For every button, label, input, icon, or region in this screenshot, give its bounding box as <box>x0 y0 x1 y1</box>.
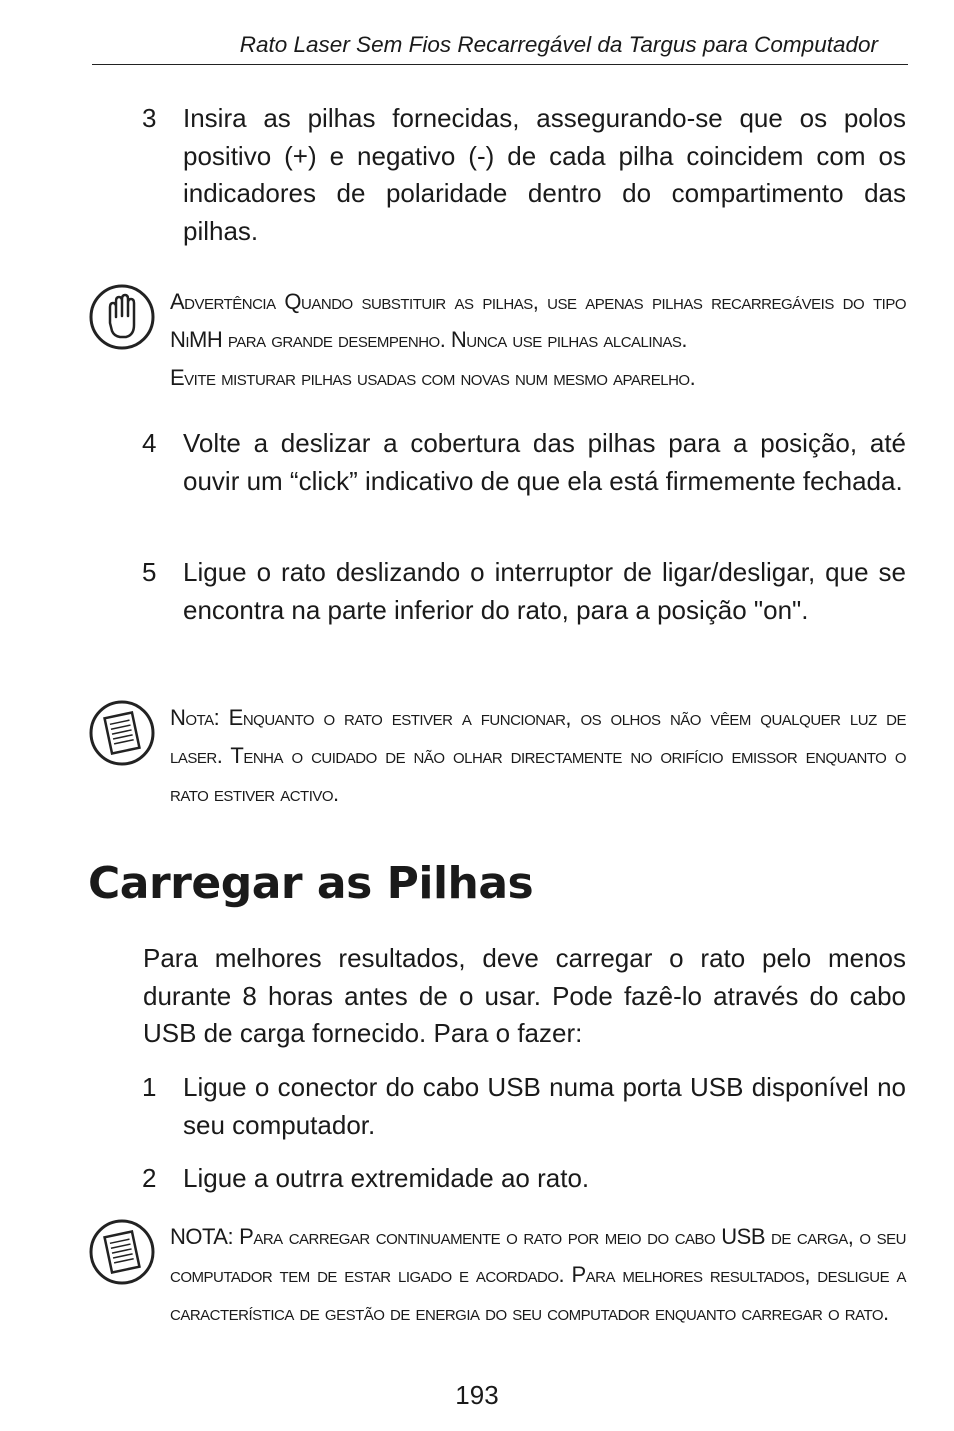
warning-body: Quando substituir as pilhas, use apenas pilhas recarregáveis do tipo NiMH para grande desempenho. Nunca use pilhas alcalinas. <box>170 289 906 352</box>
step-3 <box>142 100 906 250</box>
note-body: Para carregar continuamente o rato por meio do cabo USB de carga, o seu computador tem de estar ligado e acordado. Para melhores resultados, desligue a característica de gestão de energia do seu computador enquanto carregar o rato. <box>170 1224 906 1325</box>
step-number: 5 <box>142 557 157 587</box>
step-4 <box>142 425 906 500</box>
step-text: Ligue a outrra extremidade ao rato. <box>183 1163 590 1193</box>
step-number: 2 <box>142 1163 157 1193</box>
step-2 <box>142 1160 906 1198</box>
step-number: 4 <box>142 428 157 458</box>
warning-text <box>170 283 906 397</box>
note-text <box>170 1218 906 1332</box>
warning-label: Advertência <box>170 289 276 314</box>
note-label: Nota: <box>170 705 220 730</box>
running-header <box>92 28 908 65</box>
step-text: Volte a deslizar a cobertura das pilhas para a posição, até ouvir um “click” indicativo de que ela está firmemente fechada. <box>183 428 906 496</box>
step-1 <box>142 1069 906 1144</box>
step-number: 1 <box>142 1072 157 1102</box>
page-number: 193 <box>455 1380 499 1410</box>
step-text: Insira as pilhas fornecidas, assegurando-se que os polos positivo (+) e negativo (-) de cada pilha coincidem com os indicadores de polaridade dentro do compartimento das pilhas. <box>183 103 906 246</box>
note-label: NOTA: <box>170 1224 234 1249</box>
note-body: Enquanto o rato estiver a funcionar, os olhos não vêem qualquer luz de laser. Tenha o cuidado de não olhar directamente no orifício emissor enquanto o rato estiver activo. <box>170 705 906 806</box>
note-block-laser <box>88 699 906 813</box>
step-text: Ligue o rato deslizando o interruptor de ligar/desligar, que se encontra na parte inferior do rato, para a posição "on". <box>183 557 906 625</box>
step-5 <box>142 554 906 629</box>
note-block-charging <box>88 1218 906 1332</box>
section-intro: Para melhores resultados, deve carregar o rato pelo menos durante 8 horas antes de o usar. Pode fazê-lo através do cabo USB de carga fornecido. Para o fazer: <box>143 943 906 1048</box>
warning-block <box>88 283 906 397</box>
notepad-icon <box>88 1218 156 1286</box>
hand-stop-icon <box>88 283 156 351</box>
step-text: Ligue o conector do cabo USB numa porta USB disponível no seu computador. <box>183 1072 906 1140</box>
step-number: 3 <box>142 103 157 133</box>
warning-body-2: Evite misturar pilhas usadas com novas num mesmo aparelho. <box>170 365 696 390</box>
header-title: Rato Laser Sem Fios Recarregável da Targus para Computador <box>239 32 878 57</box>
notepad-icon <box>88 699 156 767</box>
note-text <box>170 699 906 813</box>
section-title: Carregar as Pilhas <box>88 858 534 909</box>
